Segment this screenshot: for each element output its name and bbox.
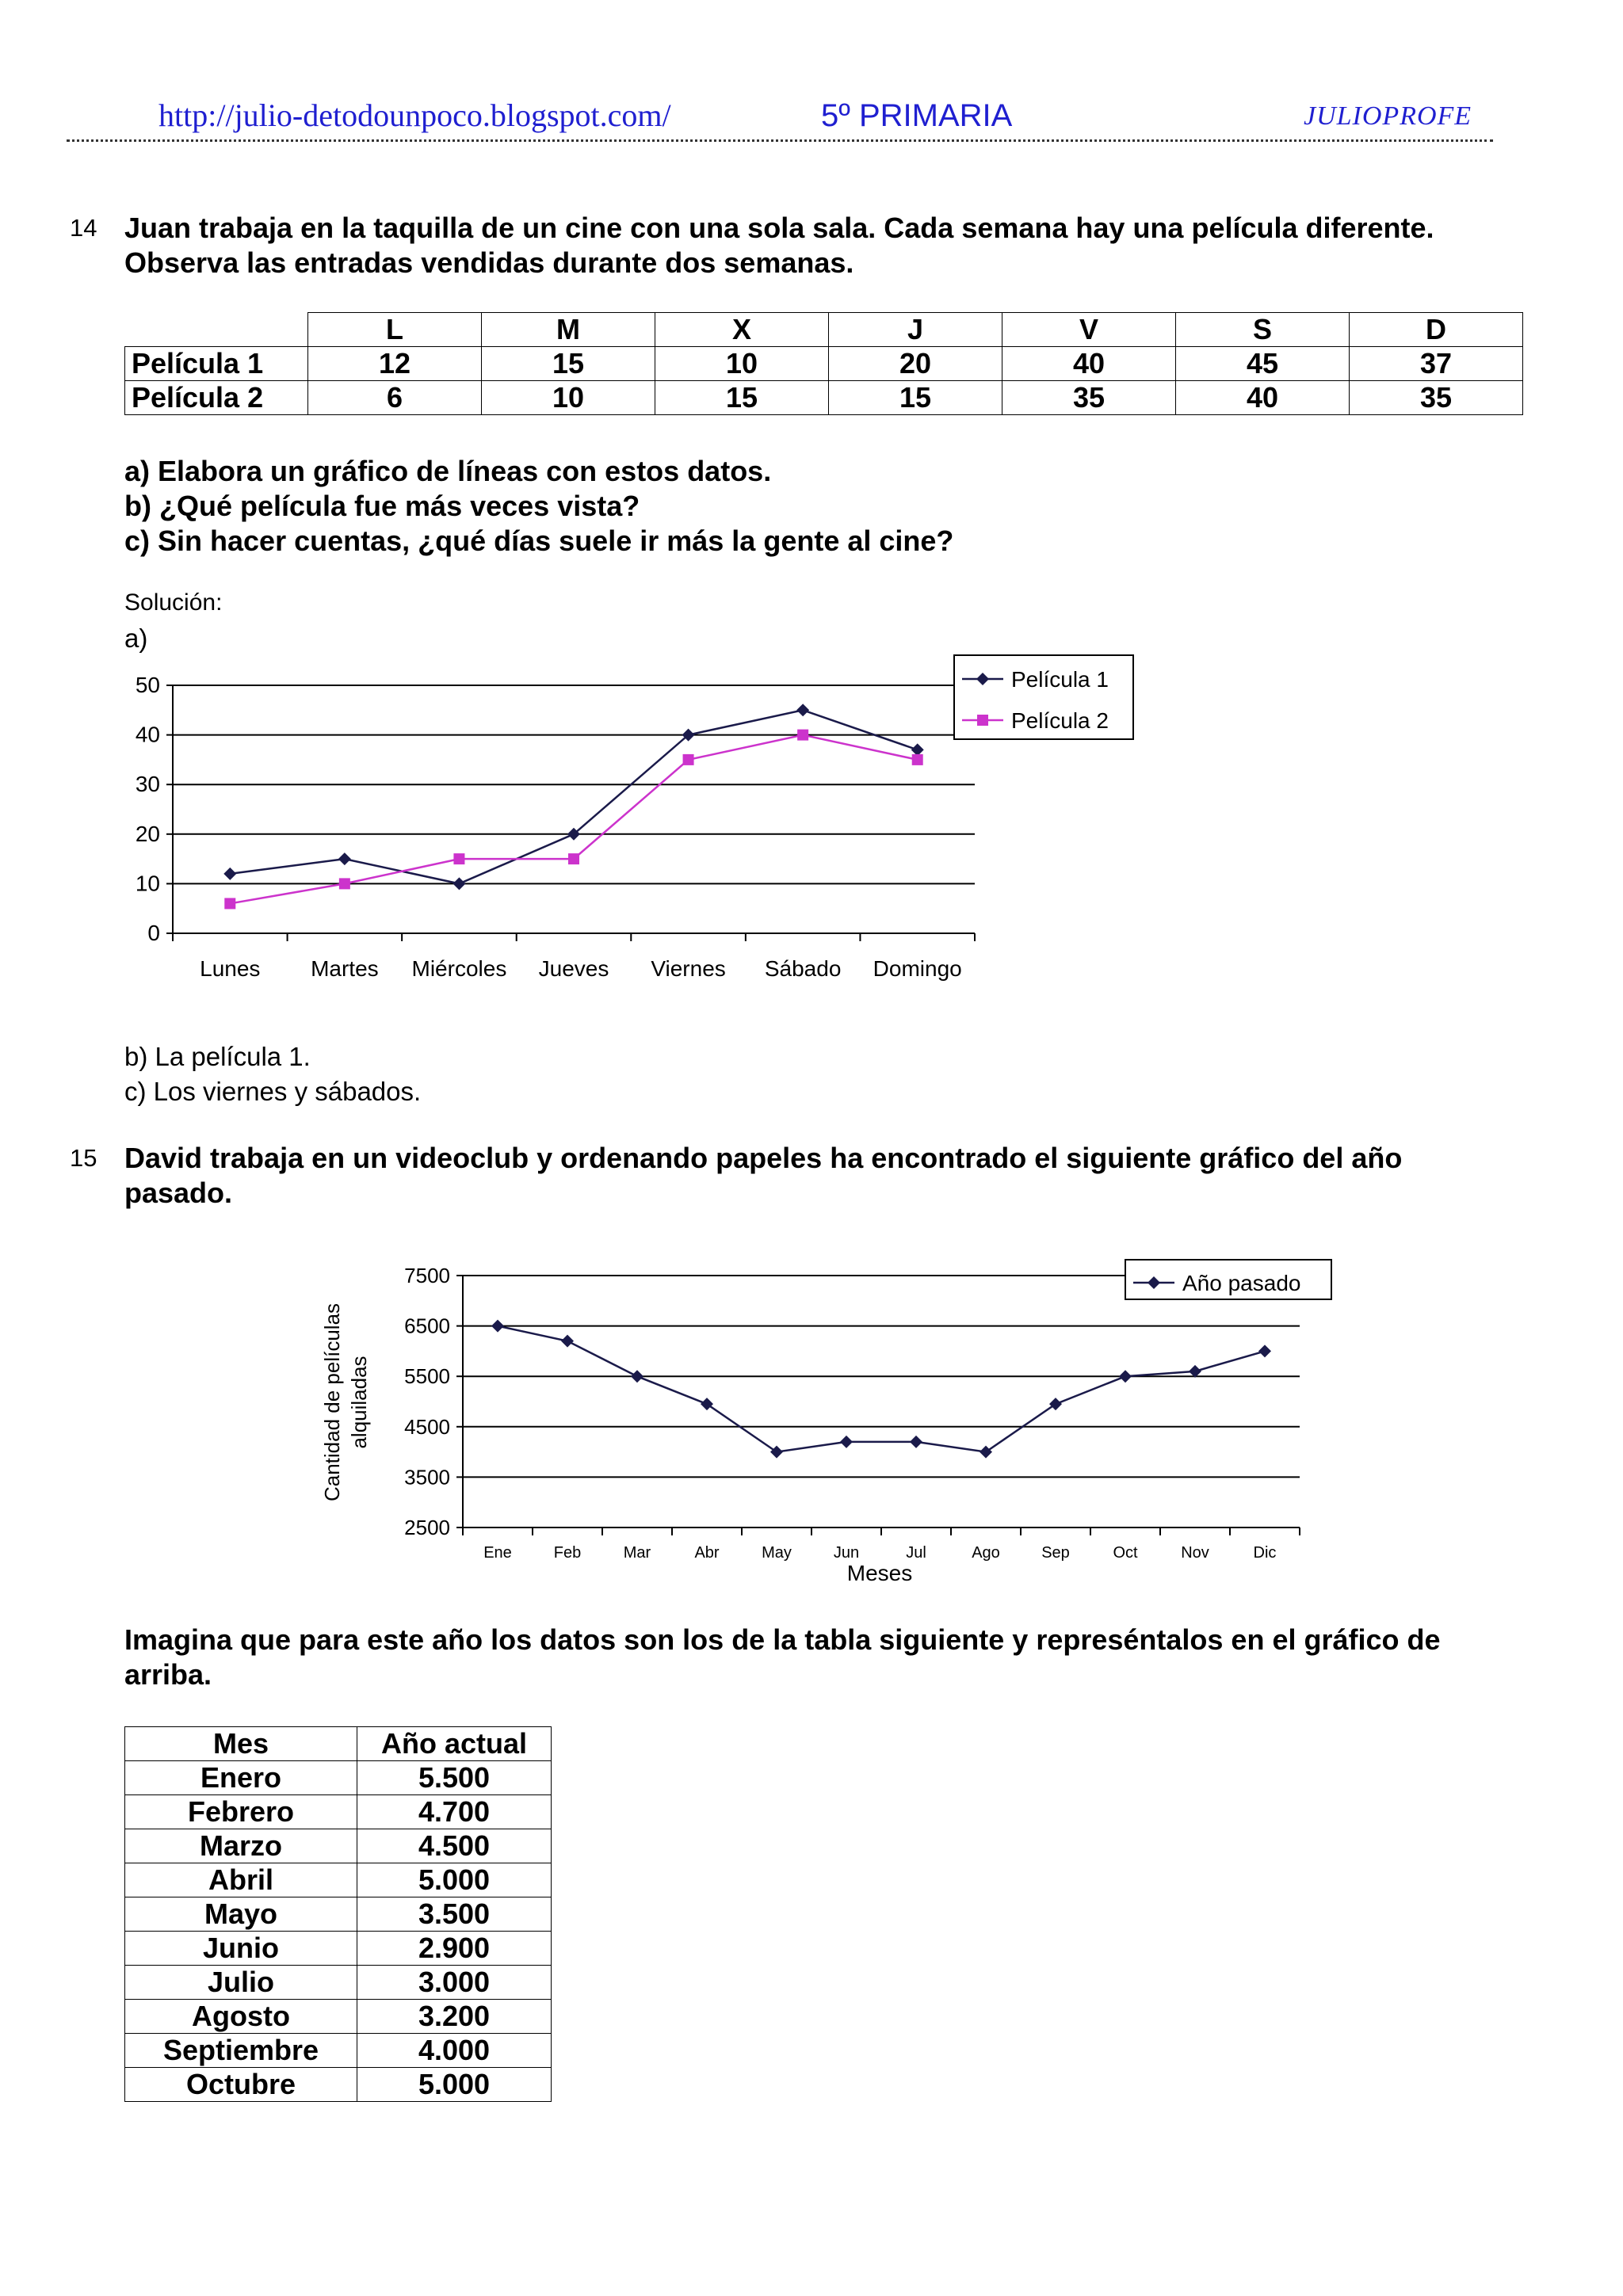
value-cell: 3.000: [357, 1966, 552, 2000]
data-point: [561, 1335, 574, 1348]
x-tick-label: Miércoles: [411, 956, 507, 981]
question-15-statement-line1: David trabaja en un videoclub y ordenando papeles ha encontrado el siguiente gráfico del año: [124, 1142, 1403, 1174]
table-corner-cell: [125, 313, 308, 347]
y-axis-title-line2: alquiladas: [347, 1356, 371, 1449]
value-cell: 5.500: [357, 1761, 552, 1795]
month-cell: Enero: [125, 1761, 357, 1795]
question-14-statement-line2: Observa las entradas vendidas durante dos semanas.: [124, 246, 854, 279]
data-point: [1258, 1344, 1271, 1357]
grade-label: 5º PRIMARIA: [821, 98, 1013, 133]
value-cell: 4.000: [357, 2034, 552, 2068]
y-tick-label: 7500: [404, 1264, 450, 1287]
table-cell: 37: [1350, 347, 1523, 381]
value-cell: 3.200: [357, 2000, 552, 2034]
author-label: JULIOPROFE: [1304, 101, 1472, 131]
question-15-statement-line2: pasado.: [124, 1177, 233, 1209]
answer-c: c) Los viernes y sábados.: [124, 1077, 422, 1106]
table-cell: 15: [482, 347, 655, 381]
legend-label: Película 1: [1011, 667, 1109, 692]
table-row: [125, 2034, 552, 2068]
x-tick-label: Jun: [833, 1544, 860, 1562]
day-header: J: [829, 313, 1002, 347]
data-point: [796, 704, 809, 716]
question-14-number: 14: [70, 214, 97, 242]
value-cell: 2.900: [357, 1932, 552, 1966]
table-cell: 12: [308, 347, 482, 381]
data-point: [1049, 1398, 1062, 1410]
x-axis-title: Meses: [846, 1561, 913, 1585]
data-point: [568, 853, 579, 864]
data-point: [797, 730, 808, 741]
y-tick-label: 30: [135, 772, 160, 797]
x-tick-label: Abr: [694, 1544, 720, 1562]
x-tick-label: May: [762, 1544, 792, 1562]
solution-a-label: a): [124, 624, 148, 653]
value-cell: 5.000: [357, 2068, 552, 2102]
question-15-number: 15: [70, 1144, 97, 1172]
table-cell: 35: [1002, 381, 1176, 415]
data-point: [683, 754, 694, 765]
instruction-line2: arriba.: [124, 1658, 212, 1691]
current-year-table: [124, 1726, 552, 2102]
legend-label: Película 2: [1011, 708, 1109, 733]
question-14-statement-line1: Juan trabaja en la taquilla de un cine con una sola sala. Cada semana hay una película diferente.: [124, 212, 1434, 244]
x-tick-label: Oct: [1113, 1544, 1138, 1562]
x-tick-label: Domingo: [873, 956, 962, 981]
day-header: S: [1176, 313, 1350, 347]
x-tick-label: Ene: [483, 1544, 512, 1562]
day-header: L: [308, 313, 482, 347]
table-cell: 35: [1350, 381, 1523, 415]
day-header: M: [482, 313, 655, 347]
y-tick-label: 50: [135, 673, 160, 697]
x-tick-label: Lunes: [200, 956, 261, 981]
month-cell: Octubre: [125, 2068, 357, 2102]
table-cell: 6: [308, 381, 482, 415]
blog-url-link[interactable]: http://julio-detodounpoco.blogspot.com/: [158, 97, 671, 133]
y-tick-label: 10: [135, 871, 160, 896]
x-tick-label: Jueves: [538, 956, 609, 981]
data-point: [701, 1398, 713, 1410]
month-cell: Septiembre: [125, 2034, 357, 2068]
header-divider: [67, 139, 1493, 142]
table-cell: 10: [482, 381, 655, 415]
table-cell: 40: [1176, 381, 1350, 415]
legend-label: Año pasado: [1182, 1271, 1301, 1295]
table-cell: 15: [655, 381, 829, 415]
data-point: [840, 1436, 853, 1448]
x-tick-label: Martes: [311, 956, 379, 981]
data-point: [910, 1436, 922, 1448]
table-row: [125, 1761, 552, 1795]
table-row: [125, 347, 1523, 381]
column-header: Mes: [125, 1727, 357, 1761]
data-point: [453, 853, 464, 864]
x-tick-label: Viernes: [651, 956, 726, 981]
month-cell: Junio: [125, 1932, 357, 1966]
table-row: [125, 1897, 552, 1932]
table-cell: 10: [655, 347, 829, 381]
y-tick-label: 40: [135, 722, 160, 747]
x-tick-label: Jul: [906, 1544, 926, 1562]
task-b: b) ¿Qué película fue más veces vista?: [124, 490, 640, 522]
data-point: [770, 1446, 783, 1459]
row-label: Película 2: [125, 381, 308, 415]
task-c: c) Sin hacer cuentas, ¿qué días suele ir más la gente al cine?: [124, 524, 954, 557]
value-cell: 3.500: [357, 1897, 552, 1932]
y-tick-label: 5500: [404, 1364, 450, 1389]
x-tick-label: Ago: [972, 1544, 1000, 1562]
table-header-row: [125, 313, 1523, 347]
y-tick-label: 4500: [404, 1414, 450, 1439]
table-cell: 15: [829, 381, 1002, 415]
day-header: D: [1350, 313, 1523, 347]
videoclub-line-chart: [309, 1244, 1363, 1600]
data-point: [631, 1370, 643, 1383]
x-tick-label: Sábado: [764, 956, 842, 981]
column-header: Año actual: [357, 1727, 552, 1761]
data-point: [912, 754, 923, 765]
data-point: [224, 898, 235, 909]
month-cell: Abril: [125, 1863, 357, 1897]
data-point: [491, 1320, 504, 1333]
series-line: [230, 735, 917, 904]
instruction-line1: Imagina que para este año los datos son los de la tabla siguiente y represéntalos en el gráfico de: [124, 1623, 1441, 1656]
month-cell: Agosto: [125, 2000, 357, 2034]
table-header-row: [125, 1727, 552, 1761]
table-row: [125, 1863, 552, 1897]
y-axis-title-line1: Cantidad de películas: [320, 1302, 344, 1502]
month-cell: Julio: [125, 1966, 357, 2000]
table-row: [125, 2000, 552, 2034]
month-cell: Marzo: [125, 1829, 357, 1863]
table-row: [125, 2068, 552, 2102]
table-row: [125, 1932, 552, 1966]
data-point: [223, 868, 236, 880]
y-tick-label: 20: [135, 821, 160, 846]
row-label: Película 1: [125, 347, 308, 381]
y-tick-label: 2500: [404, 1516, 450, 1539]
data-point: [980, 1446, 992, 1459]
y-tick-label: 3500: [404, 1465, 450, 1489]
x-tick-label: Sep: [1041, 1544, 1070, 1562]
data-point: [338, 852, 351, 865]
table-cell: 45: [1176, 347, 1350, 381]
value-cell: 4.700: [357, 1795, 552, 1829]
month-cell: Febrero: [125, 1795, 357, 1829]
x-tick-label: Mar: [623, 1544, 651, 1562]
data-point: [453, 877, 465, 890]
table-row: [125, 1795, 552, 1829]
legend-marker: [977, 715, 988, 726]
answer-b: b) La película 1.: [124, 1042, 311, 1071]
table-cell: 40: [1002, 347, 1176, 381]
month-cell: Mayo: [125, 1897, 357, 1932]
cinema-line-chart: [119, 646, 1149, 1002]
solution-label: Solución:: [124, 589, 223, 616]
y-tick-label: 0: [147, 921, 160, 945]
value-cell: 4.500: [357, 1829, 552, 1863]
table-row: [125, 1966, 552, 2000]
task-a: a) Elabora un gráfico de líneas con estos datos.: [124, 455, 772, 487]
data-point: [1119, 1370, 1132, 1383]
x-tick-label: Dic: [1253, 1544, 1277, 1562]
table-cell: 20: [829, 347, 1002, 381]
value-cell: 5.000: [357, 1863, 552, 1897]
cinema-tickets-table: [124, 312, 1523, 415]
table-row: [125, 1829, 552, 1863]
y-tick-label: 6500: [404, 1314, 450, 1338]
series-line: [498, 1326, 1265, 1452]
day-header: V: [1002, 313, 1176, 347]
table-row: [125, 381, 1523, 415]
x-tick-label: Feb: [553, 1544, 582, 1562]
x-tick-label: Nov: [1181, 1544, 1209, 1562]
data-point: [339, 878, 350, 889]
day-header: X: [655, 313, 829, 347]
